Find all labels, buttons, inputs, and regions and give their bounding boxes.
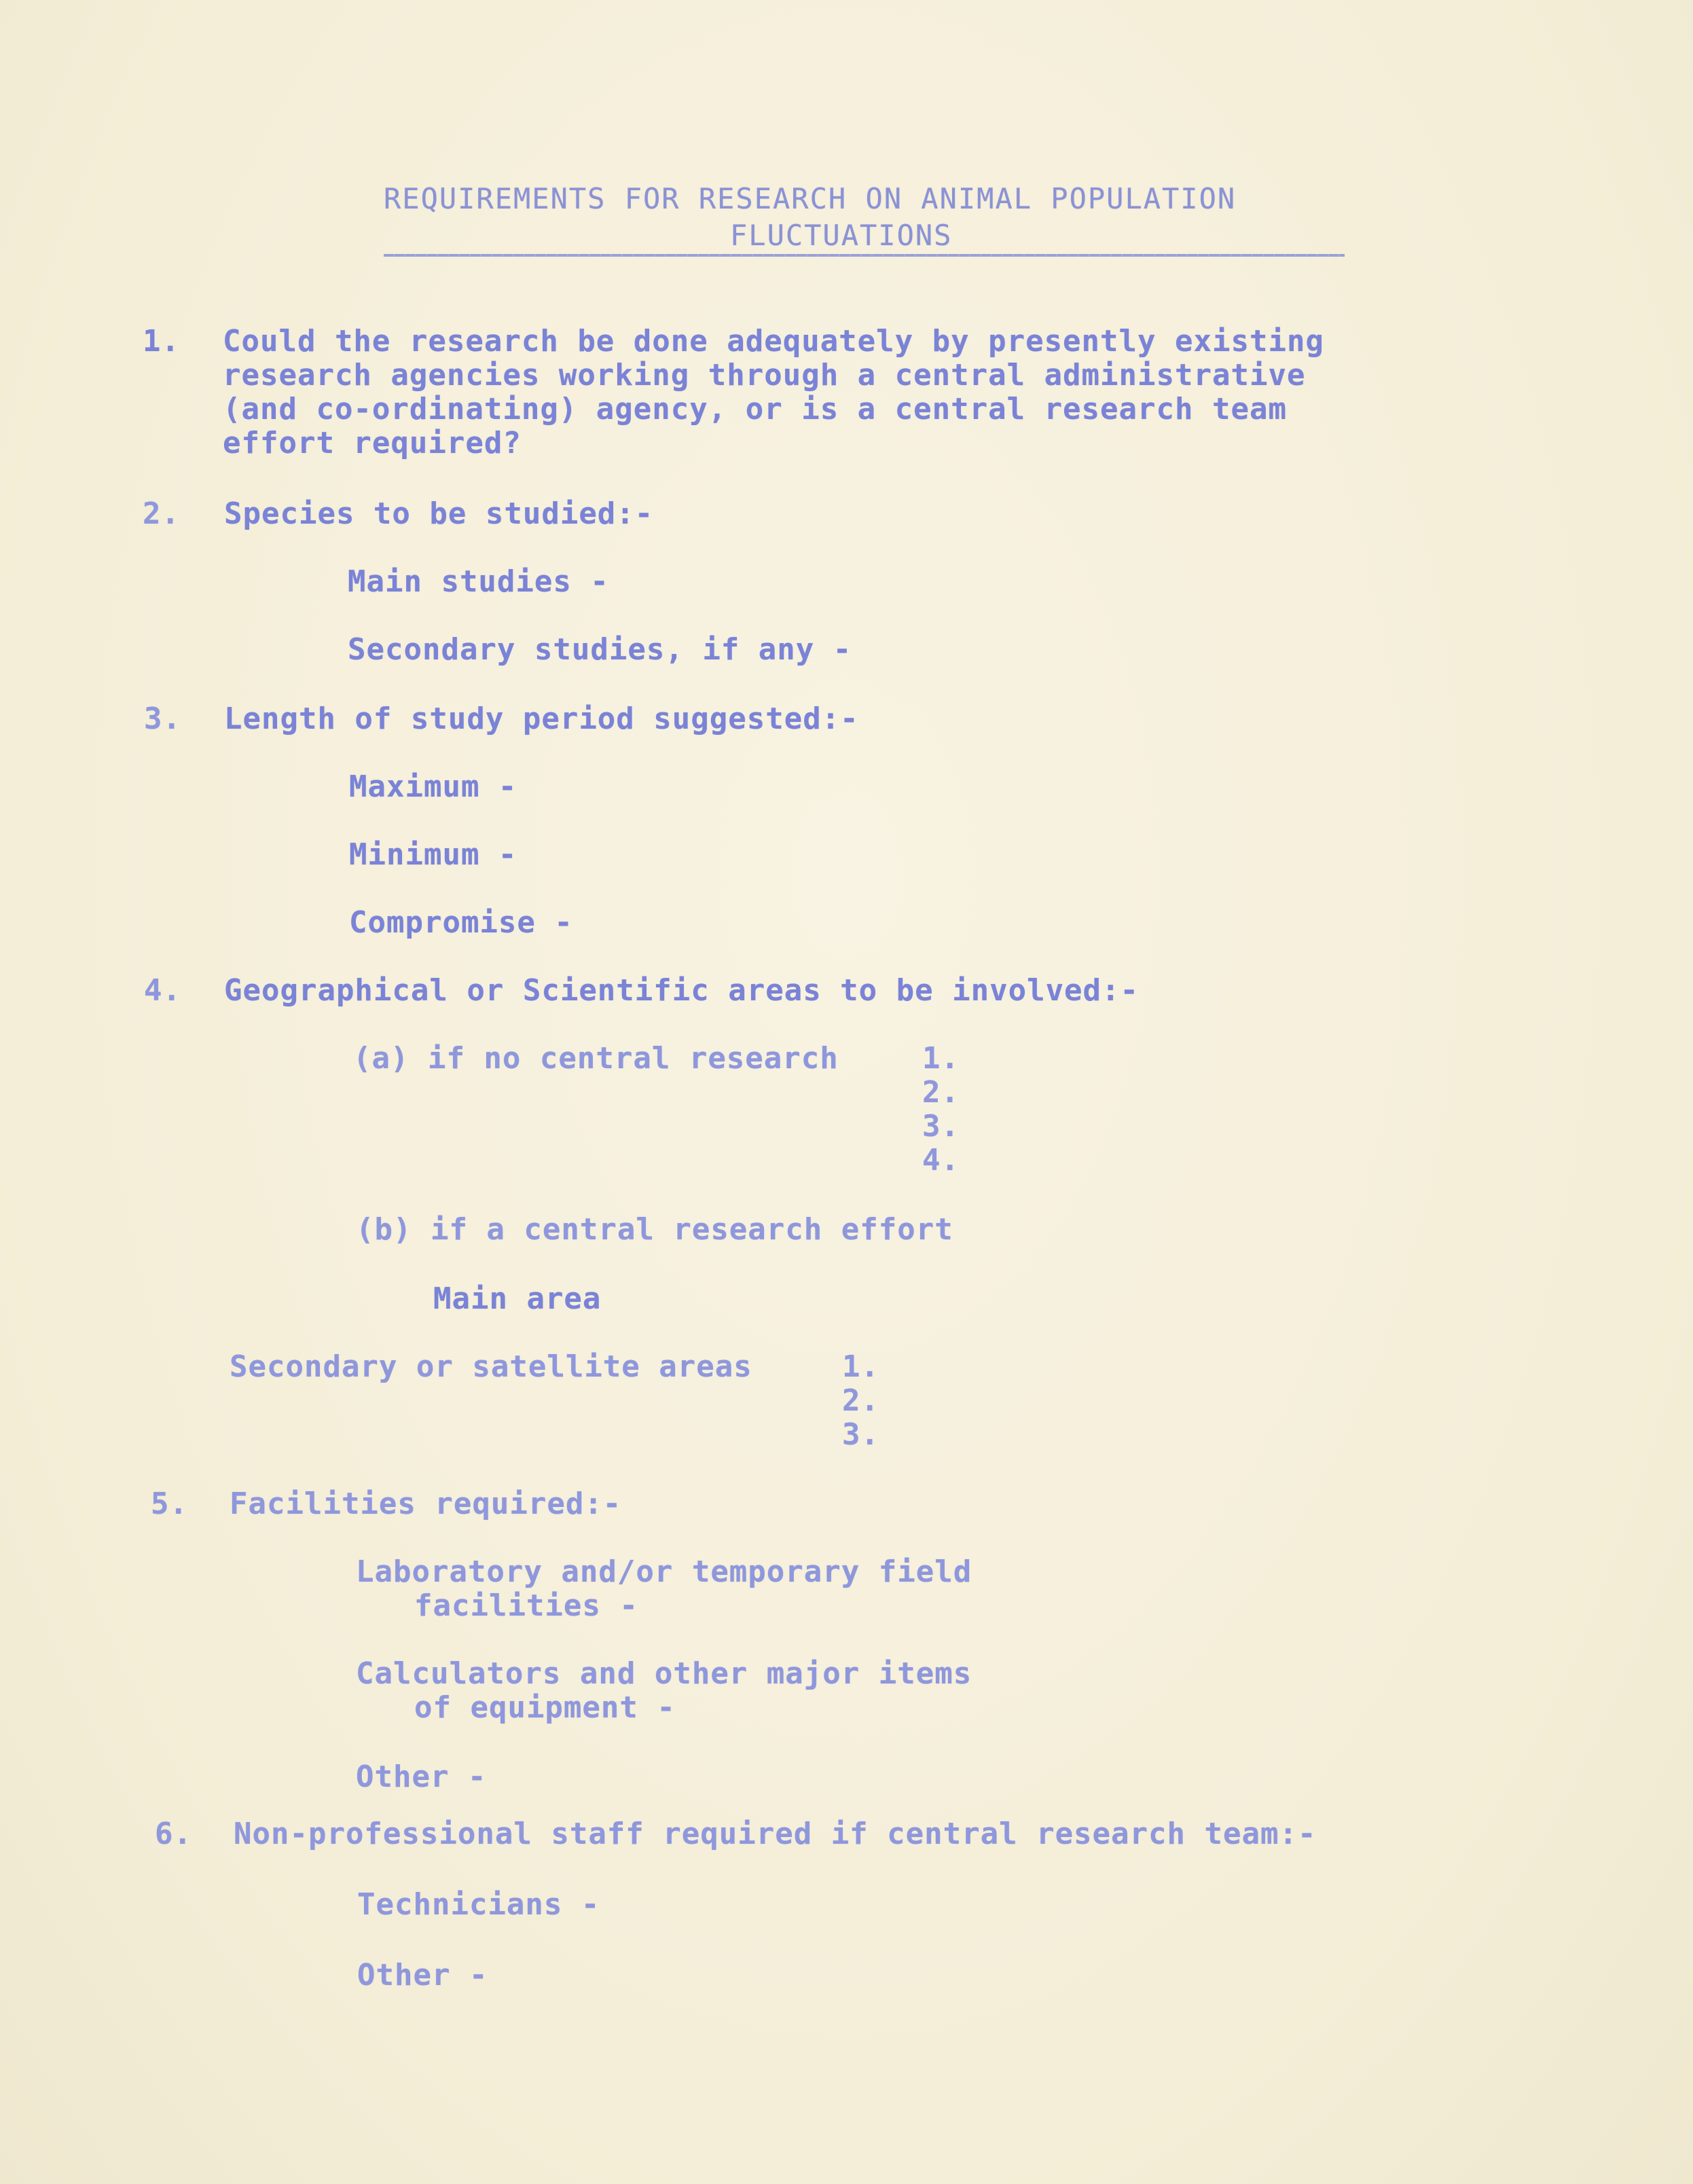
item-4-secondary-label: Secondary or satellite areas bbox=[230, 1349, 752, 1384]
item-6-number: 6. bbox=[155, 1817, 192, 1851]
title-line-1: REQUIREMENTS FOR RESEARCH ON ANIMAL POPULATION bbox=[384, 182, 1237, 215]
item-4-secondary-1: 1. bbox=[842, 1349, 879, 1384]
item-4-a-2: 2. bbox=[922, 1075, 960, 1110]
item-5-number: 5. bbox=[151, 1487, 188, 1521]
item-4-b-label: (b) if a central research effort bbox=[356, 1212, 953, 1247]
item-1-line-4: effort required? bbox=[223, 426, 522, 460]
item-5-lab-line-1: Laboratory and/or temporary field bbox=[356, 1554, 972, 1589]
item-2-main-studies: Main studies - bbox=[348, 564, 609, 599]
item-6-heading: Non-professional staff required if central research team:- bbox=[234, 1817, 1317, 1851]
item-3-compromise: Compromise - bbox=[349, 905, 573, 940]
item-4-a-label: (a) if no central research bbox=[353, 1041, 839, 1076]
item-5-lab-line-2: facilities - bbox=[414, 1588, 638, 1623]
item-4-heading: Geographical or Scientific areas to be involved:- bbox=[224, 973, 1140, 1008]
item-6-technicians: Technicians - bbox=[357, 1887, 600, 1922]
item-2-number: 2. bbox=[143, 496, 180, 531]
item-5-other: Other - bbox=[356, 1760, 487, 1794]
item-3-minimum: Minimum - bbox=[349, 837, 517, 872]
item-1-line-3: (and co-ordinating) agency, or is a central research team bbox=[223, 392, 1287, 426]
item-5-calc-line-1: Calculators and other major items bbox=[356, 1656, 972, 1691]
item-1-line-2: research agencies working through a central administrative bbox=[223, 358, 1306, 393]
item-3-number: 3. bbox=[144, 702, 181, 736]
item-2-secondary-studies: Secondary studies, if any - bbox=[348, 632, 852, 667]
item-5-calc-line-2: of equipment - bbox=[414, 1690, 676, 1725]
item-5-heading: Facilities required:- bbox=[230, 1487, 622, 1521]
item-4-a-3: 3. bbox=[922, 1109, 960, 1144]
item-4-a-1: 1. bbox=[922, 1041, 960, 1076]
item-3-maximum: Maximum - bbox=[349, 769, 517, 804]
item-2-heading: Species to be studied:- bbox=[224, 496, 654, 531]
title-line-2: FLUCTUATIONS bbox=[730, 219, 953, 252]
item-4-number: 4. bbox=[144, 973, 181, 1008]
item-4-a-4: 4. bbox=[922, 1143, 960, 1178]
title-underline bbox=[384, 254, 1345, 257]
item-1-line-1: Could the research be done adequately by presently existing bbox=[223, 324, 1324, 359]
item-1-number: 1. bbox=[143, 324, 180, 359]
item-6-other: Other - bbox=[357, 1958, 488, 1992]
item-4-main-area: Main area bbox=[433, 1281, 602, 1316]
item-4-secondary-2: 2. bbox=[842, 1383, 879, 1418]
item-3-heading: Length of study period suggested:- bbox=[224, 702, 859, 736]
item-4-secondary-3: 3. bbox=[842, 1417, 879, 1452]
